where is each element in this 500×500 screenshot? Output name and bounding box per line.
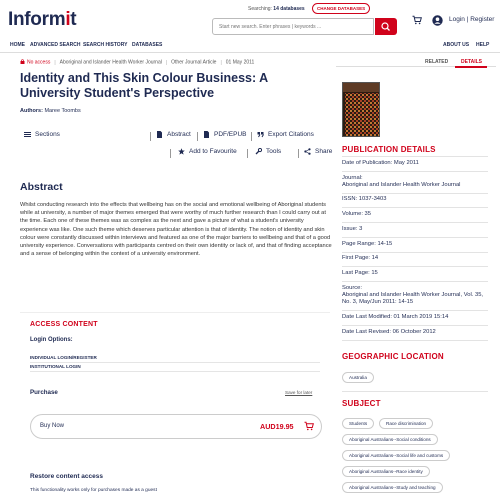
search-input[interactable]: [212, 18, 374, 35]
pdf-epub-button[interactable]: PDF/EPUB: [203, 131, 247, 138]
publication-details-heading: PUBLICATION DETAILS: [342, 145, 436, 154]
export-citations-button[interactable]: Export Citations: [257, 131, 314, 138]
subject-tag[interactable]: Race discrimination: [379, 418, 433, 429]
price: AUD19.95: [260, 422, 294, 431]
quote-icon: [257, 131, 264, 138]
purchase-heading: Purchase: [30, 389, 58, 396]
list-icon: [24, 131, 31, 138]
header-divider: [0, 52, 500, 53]
author-link[interactable]: Maree Toombs: [44, 108, 81, 114]
journal-link[interactable]: Aboriginal and Islander Health Worker Journal: [342, 182, 461, 188]
lock-icon: [20, 59, 25, 64]
nav-search-history[interactable]: SEARCH HISTORY: [83, 42, 128, 48]
nav-databases[interactable]: DATABASES: [132, 42, 163, 48]
date-last-revised: Date Last Revised: 06 October 2012: [342, 329, 436, 335]
access-content-heading: ACCESS CONTENT: [30, 321, 98, 328]
authors: Authors: Maree Toombs: [20, 108, 81, 114]
document-icon: [156, 131, 163, 138]
nav-home[interactable]: HOME: [10, 42, 25, 48]
subject-heading: SUBJECT: [342, 399, 381, 408]
tab-details[interactable]: DETAILS: [461, 59, 483, 65]
last-page: Last Page: 15: [342, 270, 378, 276]
article-actions-2: [20, 148, 333, 160]
nav-about-us[interactable]: ABOUT US: [443, 42, 470, 48]
access-status: No access: [27, 59, 51, 66]
abstract-link[interactable]: Abstract: [156, 131, 191, 138]
subject-tag[interactable]: Aboriginal Australians--Social conditions: [342, 434, 438, 445]
login-register-link[interactable]: Login | Register: [449, 16, 495, 23]
tools-button[interactable]: Tools: [255, 148, 281, 155]
database-count: 14 databases: [273, 6, 305, 12]
share-icon: [304, 148, 311, 155]
nav-help[interactable]: HELP: [476, 42, 490, 48]
tab-related[interactable]: RELATED: [425, 59, 449, 65]
login-options-heading: Login Options:: [30, 337, 73, 343]
article-meta: No access | Aboriginal and Islander Health Worker Journal | Other Journal Article | 01 May 2011: [20, 59, 254, 66]
date-of-publication: Date of Publication: May 2011: [342, 160, 419, 166]
journal-cover-image[interactable]: [342, 82, 380, 137]
file-icon: [203, 131, 210, 138]
source-value: Aboriginal and Islander Health Worker Journal, Vol. 35, No. 3, May/Jun 2011: 14-15: [342, 292, 484, 306]
nav-advanced-search[interactable]: ADVANCED SEARCH: [30, 42, 81, 48]
issn: ISSN: 1037-3403: [342, 196, 387, 202]
star-icon: [178, 148, 185, 155]
source-label: Source:: [342, 285, 362, 291]
search-button[interactable]: [375, 18, 397, 35]
subject-tag[interactable]: Aboriginal Australians--Social life and customs: [342, 450, 450, 461]
add-to-cart-icon[interactable]: [304, 421, 314, 431]
volume: Volume: 35: [342, 211, 372, 217]
article-actions: [20, 131, 330, 143]
search-icon: [375, 18, 397, 35]
informit-logo[interactable]: [8, 9, 76, 31]
geographic-location-heading: GEOGRAPHIC LOCATION: [342, 352, 444, 361]
logo-text: Inform: [8, 9, 66, 30]
subject-tag[interactable]: Students: [342, 418, 374, 429]
logo-tail: t: [70, 9, 77, 30]
wrench-icon: [255, 148, 262, 155]
share-button[interactable]: Share: [304, 148, 332, 155]
logo-accent: i: [65, 9, 71, 30]
subject-tag[interactable]: Aboriginal Australians--Study and teaching: [342, 482, 443, 493]
subject-tag[interactable]: Aboriginal Australians--Race identity: [342, 466, 430, 477]
restore-access-note: This functionality works only for purchases made as a guest: [30, 488, 157, 493]
journal-name[interactable]: Aboriginal and Islander Health Worker Journal: [59, 59, 162, 66]
add-to-favourite-button[interactable]: Add to Favourite: [178, 148, 237, 155]
buy-now-label: Buy Now: [40, 423, 65, 429]
change-databases-button[interactable]: CHANGE DATABASES: [312, 3, 370, 14]
institutional-login-link[interactable]: INSTITUTIONAL LOGIN: [30, 364, 81, 369]
date-last-modified: Date Last Modified: 01 March 2019 15:14: [342, 314, 449, 320]
user-icon[interactable]: [432, 15, 443, 26]
abstract-text: Whilst conducting research into the effects that wellbeing has on the social and emotional wellbeing of Aboriginal students while at university, a number of major themes emerged that were worthy of much further research than I could carry out at the time. Each one of these themes was as complex as the next and gave a picture of what a student's university experience was like. One such theme which deserves particular attention is that of identity. The notion of identity and skin colour were constantly discussed within interviews and featured as one of the major barriers to wellbeing and that of a good university experience. Conversations with participants centred on their own identity or lack of, and that of finding acceptance and a sense of belonging within the context of a university environment.: [20, 202, 332, 258]
searching-databases: Searching: 14 databases: [248, 6, 305, 12]
journal-label: Journal:: [342, 175, 363, 181]
geo-tag[interactable]: Australia: [342, 372, 374, 383]
save-for-later-link[interactable]: Save for later: [285, 390, 313, 395]
page-range: Page Range: 14-15: [342, 241, 393, 247]
first-page: First Page: 14: [342, 255, 379, 261]
issue: Issue: 3: [342, 226, 363, 232]
cart-icon[interactable]: [412, 15, 422, 25]
main-nav: [0, 40, 500, 52]
active-tab-indicator: [455, 66, 487, 68]
sections-button[interactable]: Sections: [24, 131, 60, 138]
article-date: 01 May 2011: [225, 59, 255, 66]
restore-access-heading: Restore content access: [30, 473, 103, 480]
individual-login-link[interactable]: INDIVIDUAL LOGIN/REGISTER: [30, 355, 97, 360]
article-title: Identity and This Skin Colour Business: A University Student's Perspective: [20, 71, 268, 100]
article-type: Other Journal Article: [171, 59, 217, 66]
abstract-heading: Abstract: [20, 181, 63, 193]
